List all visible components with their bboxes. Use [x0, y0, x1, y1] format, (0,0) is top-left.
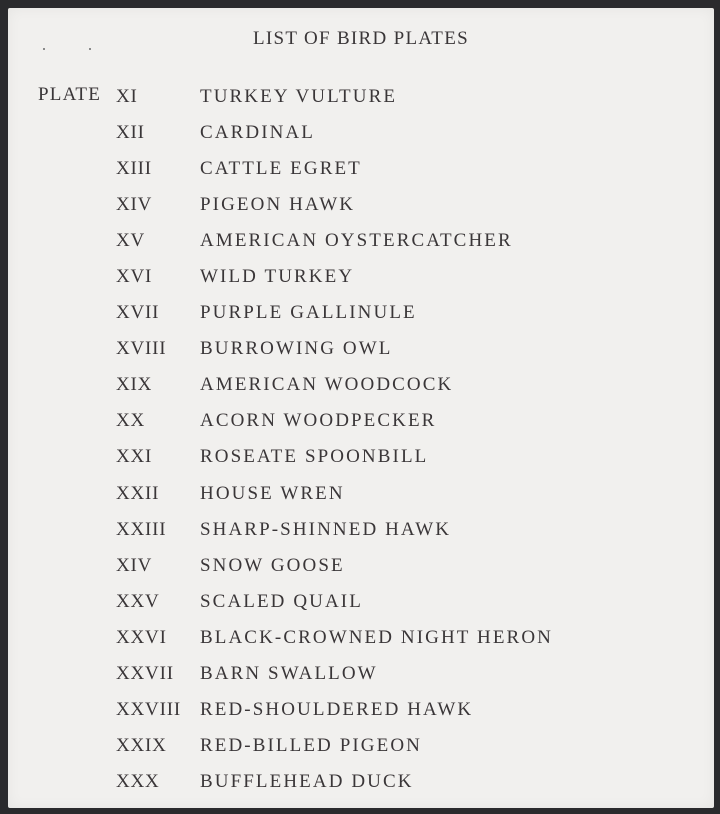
bird-name: ROSEATE SPOONBILL: [200, 446, 429, 468]
plate-numeral: XXIII: [116, 518, 167, 540]
plate-numeral: XIX: [116, 374, 153, 396]
plate-row: [0, 733, 720, 769]
bird-name: ACORN WOODPECKER: [200, 410, 437, 432]
plate-numeral: XXIX: [116, 734, 167, 756]
plate-numeral: XXII: [116, 482, 160, 504]
bird-name: AMERICAN WOODCOCK: [200, 374, 454, 396]
plate-numeral: XXVIII: [116, 698, 181, 720]
plate-row: [0, 553, 720, 589]
plate-numeral: XI: [116, 86, 138, 107]
plate-list: [0, 84, 720, 805]
plate-numeral: XXX: [116, 770, 160, 792]
plate-label: PLATE: [38, 84, 101, 105]
page-title: LIST OF BIRD PLATES: [253, 28, 469, 49]
plate-row: [0, 408, 720, 444]
plate-row: [0, 517, 720, 553]
bird-name: BUFFLEHEAD DUCK: [200, 770, 414, 792]
paper-speck: [43, 48, 45, 50]
plate-row: [0, 444, 720, 480]
plate-numeral: XVIII: [116, 338, 167, 360]
plate-row: [0, 84, 720, 120]
plate-numeral: XX: [116, 410, 146, 432]
plate-row: [0, 481, 720, 517]
plate-numeral: XXVII: [116, 662, 174, 684]
bird-name: SCALED QUAIL: [200, 590, 363, 612]
bird-name: RED-BILLED PIGEON: [200, 734, 422, 756]
bird-name: WILD TURKEY: [200, 266, 355, 288]
plate-numeral: XXI: [116, 446, 153, 468]
plate-row: [0, 769, 720, 805]
paper-speck: [89, 48, 91, 50]
bird-name: RED-SHOULDERED HAWK: [200, 698, 474, 720]
plate-numeral: XVI: [116, 266, 153, 288]
plate-row: [0, 192, 720, 228]
plate-row: [0, 661, 720, 697]
bird-name: BURROWING OWL: [200, 338, 393, 360]
plate-row: [0, 589, 720, 625]
plate-numeral: XXVI: [116, 626, 167, 648]
plate-numeral: XIII: [116, 158, 152, 180]
plate-row: [0, 156, 720, 192]
bird-name: BLACK-CROWNED NIGHT HERON: [200, 626, 553, 648]
bird-name: SHARP-SHINNED HAWK: [200, 518, 452, 540]
bird-name: AMERICAN OYSTERCATCHER: [200, 230, 513, 252]
plate-numeral: XII: [116, 122, 145, 144]
plate-row: [0, 697, 720, 733]
bird-name: BARN SWALLOW: [200, 662, 378, 684]
plate-row: [0, 625, 720, 661]
plate-numeral: XV: [116, 230, 146, 252]
plate-row: [0, 264, 720, 300]
bird-name: SNOW GOOSE: [200, 554, 345, 576]
bird-name: CATTLE EGRET: [200, 158, 362, 180]
plate-row: [0, 372, 720, 408]
plate-row: [0, 300, 720, 336]
bird-name: HOUSE WREN: [200, 482, 345, 504]
plate-numeral: XIV: [116, 554, 153, 576]
plate-row: [0, 120, 720, 156]
plate-numeral: XVII: [116, 302, 160, 324]
bird-name: PURPLE GALLINULE: [200, 302, 417, 324]
plate-numeral: XXV: [116, 590, 160, 612]
plate-numeral: XIV: [116, 194, 153, 216]
bird-name: CARDINAL: [200, 122, 315, 144]
bird-name: TURKEY VULTURE: [200, 86, 398, 107]
plate-row: [0, 336, 720, 372]
plate-row: [0, 228, 720, 264]
bird-name: PIGEON HAWK: [200, 194, 356, 216]
